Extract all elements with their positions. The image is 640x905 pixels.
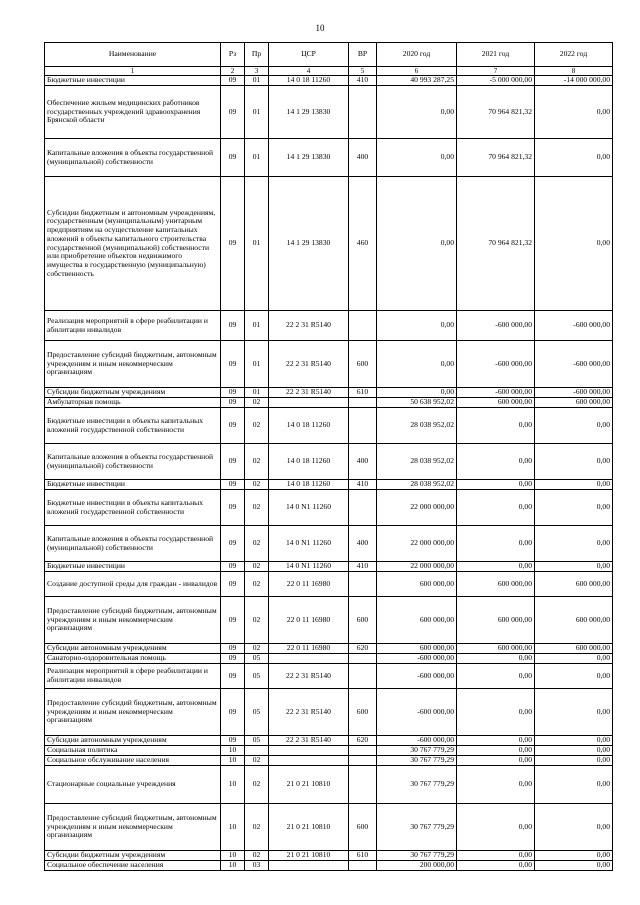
row-pr: 02 — [245, 851, 269, 861]
row-2021: 0,00 — [457, 746, 535, 756]
row-rz: 10 — [221, 766, 245, 804]
row-2021: 70 964 821,32 — [457, 86, 535, 139]
row-2021: 0,00 — [457, 689, 535, 736]
row-csr: 14 0 N1 11260 — [269, 490, 349, 526]
row-name: Реализация мероприятий в сфере реабилитации и абилитации инвалидов — [45, 311, 221, 341]
row-2021: 0,00 — [457, 804, 535, 851]
row-pr: 03 — [245, 861, 269, 871]
row-vr — [349, 766, 377, 804]
row-2022: 0,00 — [535, 490, 613, 526]
row-pr: 05 — [245, 736, 269, 746]
row-vr: 600 — [349, 597, 377, 644]
row-2021: 600 000,00 — [457, 644, 535, 654]
row-name: Социальная политика — [45, 746, 221, 756]
row-2021: 0,00 — [457, 562, 535, 572]
row-csr — [269, 654, 349, 664]
row-pr: 02 — [245, 562, 269, 572]
row-2022: 600 000,00 — [535, 572, 613, 597]
row-csr: 22 0 11 16980 — [269, 644, 349, 654]
row-2021: 0,00 — [457, 490, 535, 526]
row-pr: 02 — [245, 597, 269, 644]
col-number: 7 — [457, 67, 535, 76]
row-vr — [349, 664, 377, 689]
row-vr — [349, 490, 377, 526]
row-2021: 600 000,00 — [457, 398, 535, 408]
row-2021: 600 000,00 — [457, 597, 535, 644]
row-vr: 400 — [349, 444, 377, 480]
table-row — [45, 311, 613, 341]
row-vr: 410 — [349, 480, 377, 490]
row-pr: 02 — [245, 766, 269, 804]
row-csr: 22 0 11 16980 — [269, 597, 349, 644]
row-rz: 09 — [221, 736, 245, 746]
header-name: Наименование — [45, 43, 221, 67]
row-2020: 22 000 000,00 — [377, 562, 457, 572]
row-pr: 01 — [245, 388, 269, 398]
row-2020: 0,00 — [377, 388, 457, 398]
header-csr: ЦСР — [269, 43, 349, 67]
row-name: Субсидии автономным учреждениям — [45, 736, 221, 746]
row-name: Капитальные вложения в объекты государственной (муниципальной) собственности — [45, 526, 221, 562]
row-2021: 0,00 — [457, 664, 535, 689]
row-csr: 22 2 31 R5140 — [269, 664, 349, 689]
row-vr: 600 — [349, 804, 377, 851]
row-name: Капитальные вложения в объекты государственной (муниципальной) собственности — [45, 139, 221, 177]
table-row — [45, 689, 613, 736]
row-vr: 610 — [349, 851, 377, 861]
row-2020: -600 000,00 — [377, 664, 457, 689]
table-row — [45, 562, 613, 572]
row-2021: -5 000 000,00 — [457, 76, 535, 86]
row-name: Предоставление субсидий бюджетным, автономным учреждениям и иным некоммерческим организациям — [45, 804, 221, 851]
row-vr — [349, 746, 377, 756]
row-2021: 0,00 — [457, 444, 535, 480]
table-row — [45, 76, 613, 86]
row-csr: 14 1 29 13830 — [269, 86, 349, 139]
row-vr: 600 — [349, 341, 377, 388]
row-2020: 0,00 — [377, 86, 457, 139]
col-number: 3 — [245, 67, 269, 76]
table-row — [45, 177, 613, 311]
row-rz: 09 — [221, 388, 245, 398]
table-row — [45, 654, 613, 664]
row-2022: 0,00 — [535, 756, 613, 766]
col-number: 6 — [377, 67, 457, 76]
row-csr: 21 0 21 10810 — [269, 766, 349, 804]
row-vr: 620 — [349, 736, 377, 746]
row-2020: -600 000,00 — [377, 736, 457, 746]
row-2020: 30 767 779,29 — [377, 804, 457, 851]
row-rz: 09 — [221, 177, 245, 311]
row-vr — [349, 756, 377, 766]
col-number: 2 — [221, 67, 245, 76]
row-rz: 10 — [221, 756, 245, 766]
table-row — [45, 766, 613, 804]
row-rz: 10 — [221, 851, 245, 861]
row-name: Бюджетные инвестиции — [45, 480, 221, 490]
row-2020: 600 000,00 — [377, 644, 457, 654]
row-name: Предоставление субсидий бюджетным, автономным учреждениям и иным некоммерческим организациям — [45, 597, 221, 644]
row-rz: 09 — [221, 86, 245, 139]
row-csr: 14 0 18 11260 — [269, 408, 349, 444]
row-2022: 0,00 — [535, 766, 613, 804]
row-2020: 28 038 952,02 — [377, 444, 457, 480]
row-2022: -600 000,00 — [535, 388, 613, 398]
row-csr — [269, 756, 349, 766]
row-2022: 0,00 — [535, 689, 613, 736]
row-2021: 0,00 — [457, 526, 535, 562]
table-row — [45, 664, 613, 689]
row-rz: 09 — [221, 490, 245, 526]
row-2022: 0,00 — [535, 480, 613, 490]
row-vr: 620 — [349, 644, 377, 654]
header-rz: Рз — [221, 43, 245, 67]
row-2021: 70 964 821,32 — [457, 177, 535, 311]
row-csr — [269, 861, 349, 871]
row-name: Бюджетные инвестиции — [45, 562, 221, 572]
col-number: 8 — [535, 67, 613, 76]
row-name: Субсидии автономным учреждениям — [45, 644, 221, 654]
row-csr: 14 1 29 13830 — [269, 177, 349, 311]
table-row — [45, 597, 613, 644]
row-rz: 09 — [221, 689, 245, 736]
row-csr: 21 0 21 10810 — [269, 804, 349, 851]
row-csr: 22 2 31 R5140 — [269, 736, 349, 746]
row-rz: 09 — [221, 76, 245, 86]
row-2020: 50 638 952,02 — [377, 398, 457, 408]
row-pr: 01 — [245, 311, 269, 341]
header-pr: Пр — [245, 43, 269, 67]
page-number: 10 — [315, 23, 325, 33]
row-pr: 01 — [245, 177, 269, 311]
row-rz: 10 — [221, 861, 245, 871]
row-pr: 01 — [245, 76, 269, 86]
row-2022: -600 000,00 — [535, 311, 613, 341]
row-2020: 28 038 952,02 — [377, 408, 457, 444]
row-rz: 09 — [221, 341, 245, 388]
row-vr — [349, 398, 377, 408]
row-vr: 460 — [349, 177, 377, 311]
table-row — [45, 408, 613, 444]
row-csr: 14 1 29 13830 — [269, 139, 349, 177]
row-pr: 05 — [245, 654, 269, 664]
row-pr: 02 — [245, 398, 269, 408]
row-2021: 0,00 — [457, 654, 535, 664]
row-pr: 01 — [245, 139, 269, 177]
table-row — [45, 86, 613, 139]
row-pr: 05 — [245, 664, 269, 689]
row-2022: 600 000,00 — [535, 398, 613, 408]
col-number: 1 — [45, 67, 221, 76]
row-rz: 09 — [221, 480, 245, 490]
row-2022: 0,00 — [535, 177, 613, 311]
row-2020: 0,00 — [377, 139, 457, 177]
row-csr: 14 0 18 11260 — [269, 480, 349, 490]
row-2021: -600 000,00 — [457, 341, 535, 388]
row-2021: -600 000,00 — [457, 388, 535, 398]
row-2021: 0,00 — [457, 756, 535, 766]
header-vr: ВР — [349, 43, 377, 67]
row-rz: 09 — [221, 644, 245, 654]
row-2021: 0,00 — [457, 408, 535, 444]
table-row — [45, 746, 613, 756]
row-2020: 200 000,00 — [377, 861, 457, 871]
table-row — [45, 804, 613, 851]
row-2022: 0,00 — [535, 736, 613, 746]
table-row — [45, 756, 613, 766]
row-vr: 400 — [349, 139, 377, 177]
row-2022: -600 000,00 — [535, 341, 613, 388]
table-row — [45, 644, 613, 654]
row-csr: 22 0 11 16980 — [269, 572, 349, 597]
row-name: Санаторно-оздоровительная помощь — [45, 654, 221, 664]
row-2022: 0,00 — [535, 654, 613, 664]
row-csr: 21 0 21 10810 — [269, 851, 349, 861]
row-name: Предоставление субсидий бюджетным, автономным учреждениям и иным некоммерческим организациям — [45, 689, 221, 736]
row-rz: 09 — [221, 654, 245, 664]
table-row — [45, 388, 613, 398]
row-pr: 02 — [245, 444, 269, 480]
row-pr: 02 — [245, 480, 269, 490]
row-2021: 0,00 — [457, 766, 535, 804]
row-rz: 09 — [221, 408, 245, 444]
row-name: Создание доступной среды для граждан - инвалидов — [45, 572, 221, 597]
row-pr: 02 — [245, 572, 269, 597]
row-rz: 09 — [221, 139, 245, 177]
col-number: 5 — [349, 67, 377, 76]
row-2022: 0,00 — [535, 139, 613, 177]
table-row — [45, 572, 613, 597]
row-rz: 09 — [221, 597, 245, 644]
row-2022: 0,00 — [535, 526, 613, 562]
table-row — [45, 736, 613, 746]
row-2020: -600 000,00 — [377, 689, 457, 736]
row-2022: 600 000,00 — [535, 597, 613, 644]
row-2020: 22 000 000,00 — [377, 490, 457, 526]
row-csr: 22 2 31 R5140 — [269, 341, 349, 388]
row-vr: 410 — [349, 76, 377, 86]
row-2021: 0,00 — [457, 861, 535, 871]
row-2022: 0,00 — [535, 746, 613, 756]
row-name: Капитальные вложения в объекты государственной (муниципальной) собственности — [45, 444, 221, 480]
row-vr — [349, 654, 377, 664]
col-number: 4 — [269, 67, 349, 76]
row-vr — [349, 572, 377, 597]
row-2022: -14 000 000,00 — [535, 76, 613, 86]
row-pr: 02 — [245, 408, 269, 444]
row-pr: 01 — [245, 86, 269, 139]
row-name: Амбулаторная помощь — [45, 398, 221, 408]
table-row — [45, 444, 613, 480]
row-csr: 14 0 N1 11260 — [269, 526, 349, 562]
row-csr — [269, 398, 349, 408]
row-name: Субсидии бюджетным учреждениям — [45, 851, 221, 861]
row-rz: 09 — [221, 526, 245, 562]
row-csr: 22 2 31 R5140 — [269, 689, 349, 736]
row-name: Бюджетные инвестиции в объекты капитальных вложений государственной собственности — [45, 490, 221, 526]
row-rz: 10 — [221, 804, 245, 851]
row-2021: 0,00 — [457, 480, 535, 490]
row-2020: 0,00 — [377, 177, 457, 311]
row-2021: 0,00 — [457, 736, 535, 746]
header-2021: 2021 год — [457, 43, 535, 67]
row-name: Бюджетные инвестиции в объекты капитальных вложений государственной собственности — [45, 408, 221, 444]
table-row — [45, 341, 613, 388]
column-number-row — [45, 67, 613, 76]
row-pr: 02 — [245, 756, 269, 766]
row-csr — [269, 746, 349, 756]
table-row — [45, 480, 613, 490]
row-csr: 22 2 31 R5140 — [269, 311, 349, 341]
row-csr: 14 0 18 11260 — [269, 444, 349, 480]
row-2020: -600 000,00 — [377, 654, 457, 664]
row-2020: 30 767 779,29 — [377, 746, 457, 756]
row-name: Бюджетные инвестиции — [45, 76, 221, 86]
row-2020: 30 767 779,29 — [377, 766, 457, 804]
row-2022: 0,00 — [535, 804, 613, 851]
row-rz: 09 — [221, 664, 245, 689]
table-row — [45, 861, 613, 871]
row-rz: 09 — [221, 572, 245, 597]
row-2021: 600 000,00 — [457, 572, 535, 597]
row-2020: 0,00 — [377, 311, 457, 341]
row-pr — [245, 746, 269, 756]
row-name: Субсидии бюджетным и автономным учреждениям, государственным (муниципальным) унитарным предприятиям на осуществление капитальных вложений в объекты капитального строительства государственной (муниципальной) собственности или приобретение объектов недвижимого имущества в государственную (муниципальную) собственность — [45, 177, 221, 311]
row-vr — [349, 86, 377, 139]
table-row — [45, 851, 613, 861]
row-rz: 09 — [221, 444, 245, 480]
row-2021: 0,00 — [457, 851, 535, 861]
header-row — [45, 43, 613, 67]
row-rz: 09 — [221, 562, 245, 572]
row-pr: 02 — [245, 526, 269, 562]
header-2022: 2022 год — [535, 43, 613, 67]
row-name: Субсидии бюджетным учреждениям — [45, 388, 221, 398]
row-vr — [349, 861, 377, 871]
row-2020: 600 000,00 — [377, 597, 457, 644]
row-2020: 600 000,00 — [377, 572, 457, 597]
row-2021: 70 964 821,32 — [457, 139, 535, 177]
row-vr: 600 — [349, 689, 377, 736]
row-name: Обеспечение жильем медицинских работников государственных учреждений здравоохранения Брянской области — [45, 86, 221, 139]
table-row — [45, 526, 613, 562]
row-2022: 0,00 — [535, 408, 613, 444]
row-2020: 40 993 287,25 — [377, 76, 457, 86]
row-2022: 0,00 — [535, 851, 613, 861]
row-vr: 610 — [349, 388, 377, 398]
row-2022: 0,00 — [535, 861, 613, 871]
table-row — [45, 139, 613, 177]
header-2020: 2020 год — [377, 43, 457, 67]
row-name: Предоставление субсидий бюджетным, автономным учреждениям и иным некоммерческим организациям — [45, 341, 221, 388]
row-2020: 22 000 000,00 — [377, 526, 457, 562]
row-name: Стационарные социальные учреждения — [45, 766, 221, 804]
row-csr: 14 0 18 11260 — [269, 76, 349, 86]
row-pr: 02 — [245, 644, 269, 654]
row-name: Реализация мероприятий в сфере реабилитации и абилитации инвалидов — [45, 664, 221, 689]
table-row — [45, 490, 613, 526]
table-row — [45, 398, 613, 408]
row-rz: 09 — [221, 311, 245, 341]
row-2022: 0,00 — [535, 562, 613, 572]
row-pr: 02 — [245, 804, 269, 851]
row-2020: 30 767 779,29 — [377, 756, 457, 766]
row-2022: 0,00 — [535, 664, 613, 689]
row-name: Социальное обеспечение населения — [45, 861, 221, 871]
row-pr: 02 — [245, 490, 269, 526]
row-2022: 600 000,00 — [535, 644, 613, 654]
row-csr: 22 2 31 R5140 — [269, 388, 349, 398]
row-vr: 410 — [349, 562, 377, 572]
row-rz: 10 — [221, 746, 245, 756]
row-2020: 30 767 779,29 — [377, 851, 457, 861]
row-2021: -600 000,00 — [457, 311, 535, 341]
row-2020: 28 038 952,02 — [377, 480, 457, 490]
row-name: Социальное обслуживание населения — [45, 756, 221, 766]
row-2022: 0,00 — [535, 86, 613, 139]
row-vr: 400 — [349, 526, 377, 562]
budget-table — [44, 42, 613, 871]
row-csr: 14 0 N1 11260 — [269, 562, 349, 572]
row-rz: 09 — [221, 398, 245, 408]
row-vr — [349, 408, 377, 444]
row-2022: 0,00 — [535, 444, 613, 480]
row-vr — [349, 311, 377, 341]
row-pr: 05 — [245, 689, 269, 736]
row-2020: 0,00 — [377, 341, 457, 388]
row-pr: 01 — [245, 341, 269, 388]
